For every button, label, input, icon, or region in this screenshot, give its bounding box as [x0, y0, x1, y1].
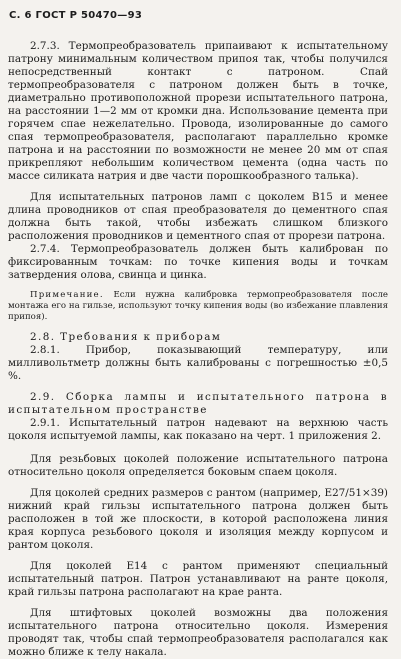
paragraph-2-7-3: 2.7.3. Термопреобразователь припаивают к испытательному патрону минимальным количеством припоя так, чтобы получился непосредственный контакт с патроном. Спай термопреобразователя с патроном должен быть в точке, диаметрально противоположной прорези испытательного патрона, на расстоянии 1—2 мм от кромки дна. Использование цемента при горячем спае нежелательно. Провода, изолированные до самого спая термопреобразователя, располагают параллельно кромке патрона и на расстоянии по возможности не менее 20 мм от спая прикрепляют небольшим количеством цемента (одна часть по массе силиката натрия и две части порошкообразного талька).	[8, 40, 388, 182]
paragraph-pin-caps: Для штифтовых цоколей возможны два положения испытательного патрона относительно цоколя. Измерения проводят так, чтобы спай термопреобразователя располагался как можно ближе к телу накала.	[8, 607, 388, 658]
paragraph-rim-caps: Для цоколей средних размеров с рантом (например, Е27/51×39) нижний край гильзы испытательного патрона должен быть расположен в той же плоскости, в которой расположена линия края корпуса резьбового цоколя и изоляция между корпусом и рантом цоколя.	[8, 487, 388, 551]
paragraph-e14-caps: Для цоколей Е14 с рантом применяют специальный испытательный патрон. Патрон устанавливают на ранте цоколя, край гильзы патрона располагают на крае ранта.	[8, 560, 388, 598]
note-text: Если нужна калибровка термопреобразователя после монтажа его на гильзе, используют точку кипения воды (во избежание плавления припоя).	[8, 290, 388, 322]
paragraph-b15: Для испытательных патронов ламп с цоколем В15 и менее длина проводников от спая преобразователя до цементного спая должна быть такой, чтобы избежать слишком близкого расположения проводников и цементного спая от прорези патрона.	[8, 191, 388, 242]
paragraph-2-7-4: 2.7.4. Термопреобразователь должен быть калиброван по фиксированным точкам: по точке кипения воды и точкам затвердения олова, свинца и цинка.	[8, 243, 388, 281]
document-body	[8, 40, 388, 659]
paragraph-2-8-1: 2.8.1. Прибор, показывающий температуру, или милливольтметр должны быть калиброваны с погрешностью ±0,5 %.	[8, 344, 388, 382]
paragraph-threaded-caps: Для резьбовых цоколей положение испытательного патрона относительно цоколя определяется боковым спаем цоколя.	[8, 453, 388, 478]
section-heading-2-9: 2.9. Сборка лампы и испытательного патрона в испытательном пространстве	[8, 391, 388, 416]
paragraph-2-9-1: 2.9.1. Испытательный патрон надевают на верхнюю часть цоколя испытуемой лампы, как показано на черт. 1 приложения 2.	[8, 417, 388, 442]
section-heading-2-8: 2.8. Требования к приборам	[30, 331, 222, 343]
note	[8, 290, 388, 323]
note-label: Примечание.	[30, 290, 104, 300]
page-header: С. 6 ГОСТ Р 50470—93	[9, 10, 143, 21]
